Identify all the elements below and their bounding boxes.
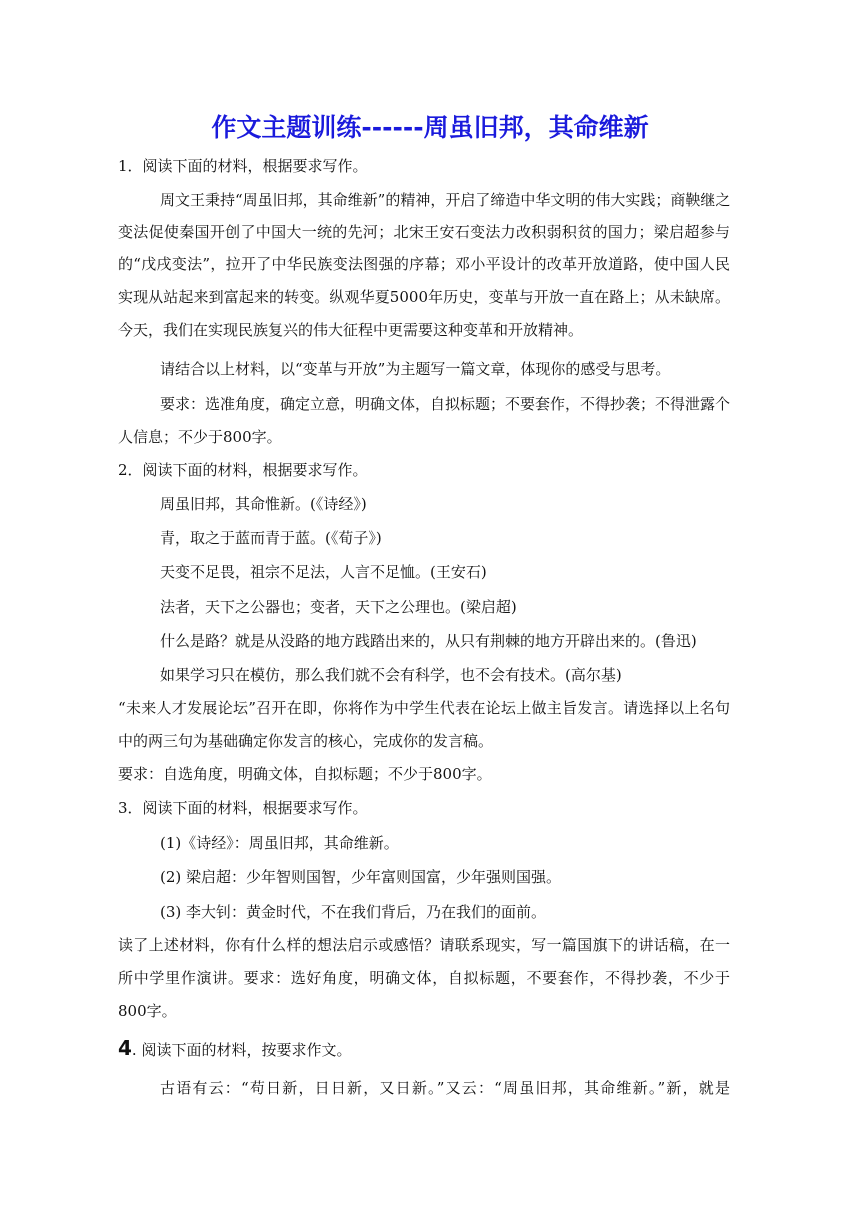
- q1-paragraph-line: 周文王秉持“周虽旧邦，其命维新”的精神，开启了缔造中华文明的伟大实践；商鞅继之: [160, 191, 731, 209]
- q3-body-line: 读了上述材料，你有什么样的想法启示或感悟？请联系现实，写一篇国旗下的讲话稿，在一: [118, 936, 730, 954]
- q2-body-line: 中的两三句为基础确定你发言的核心，完成你的发言稿。: [118, 732, 494, 750]
- q1-paragraph-line: 今天，我们在实现民族复兴的伟大征程中更需要这种变革和开放精神。: [118, 321, 584, 339]
- q2-quote: 周虽旧邦，其命惟新。(《诗经》): [160, 495, 367, 513]
- q3-item: (2) 梁启超：少年智则国智，少年富则国富，少年强则国强。: [160, 868, 562, 886]
- document-title: 作文主题训练------周虽旧邦，其命维新: [211, 113, 649, 142]
- q1-paragraph-line: 变法促使秦国开创了中国大一统的先河；北宋王安石变法力改积弱积贫的国力；梁启超参与: [118, 223, 730, 241]
- q2-body-line: “未来人才发展论坛”召开在即，你将作为中学生代表在论坛上做主旨发言。请选择以上名句: [118, 699, 730, 717]
- q3-item: (3) 李大钊：黄金时代，不在我们背后，乃在我们的面前。: [160, 903, 547, 921]
- q2-heading: 2．阅读下面的材料，根据要求写作。: [118, 461, 368, 479]
- q1-requirement-line: 人信息；不少于800字。: [118, 428, 282, 446]
- q2-quote: 青，取之于蓝而青于蓝。(《荀子》): [160, 529, 382, 547]
- q4-heading: [118, 1038, 351, 1060]
- q2-quote: 天变不足畏，祖宗不足法，人言不足恤。(王安石): [160, 563, 487, 581]
- q3-body-line: 所中学里作演讲。要求：选好角度，明确文体，自拟标题，不要套作，不得抄袭，不少于: [118, 969, 730, 987]
- q3-heading: 3．阅读下面的材料，根据要求写作。: [118, 799, 368, 817]
- q1-requirement-line: 要求：选准角度，确定立意，明确文体，自拟标题；不要套作，不得抄袭；不得泄露个: [160, 395, 731, 413]
- q4-number: 4: [118, 1036, 132, 1060]
- q2-requirement: 要求：自选角度，明确文体，自拟标题；不少于800字。: [118, 765, 492, 783]
- q1-heading: 1．阅读下面的材料，根据要求写作。: [118, 157, 368, 175]
- q1-paragraph-line: 的“戊戌变法”，拉开了中华民族变法图强的序幕；邓小平设计的改革开放道路，使中国人民: [118, 255, 730, 273]
- q3-body-line: 800字。: [118, 1002, 177, 1020]
- q4-heading-text: . 阅读下面的材料，按要求作文。: [131, 1041, 352, 1059]
- q1-instruction: 请结合以上材料，以“变革与开放”为主题写一篇文章，体现你的感受与思考。: [160, 360, 671, 378]
- q3-item: (1)《诗经》：周虽旧邦，其命维新。: [160, 834, 399, 852]
- q4-first-line: 古语有云：“苟日新，日日新，又日新。”又云：“周虽旧邦，其命维新。”新，就是: [160, 1079, 730, 1097]
- q2-quote: 什么是路？就是从没路的地方践踏出来的，从只有荆棘的地方开辟出来的。(鲁迅): [160, 632, 697, 650]
- q2-quote: 法者，天下之公器也；变者，天下之公理也。(梁启超): [160, 598, 517, 616]
- q1-paragraph-line: 实现从站起来到富起来的转变。纵观华夏5000年历史，变革与开放一直在路上；从未缺席。: [118, 288, 730, 306]
- q2-quote: 如果学习只在模仿，那么我们就不会有科学，也不会有技术。(高尔基): [160, 666, 622, 684]
